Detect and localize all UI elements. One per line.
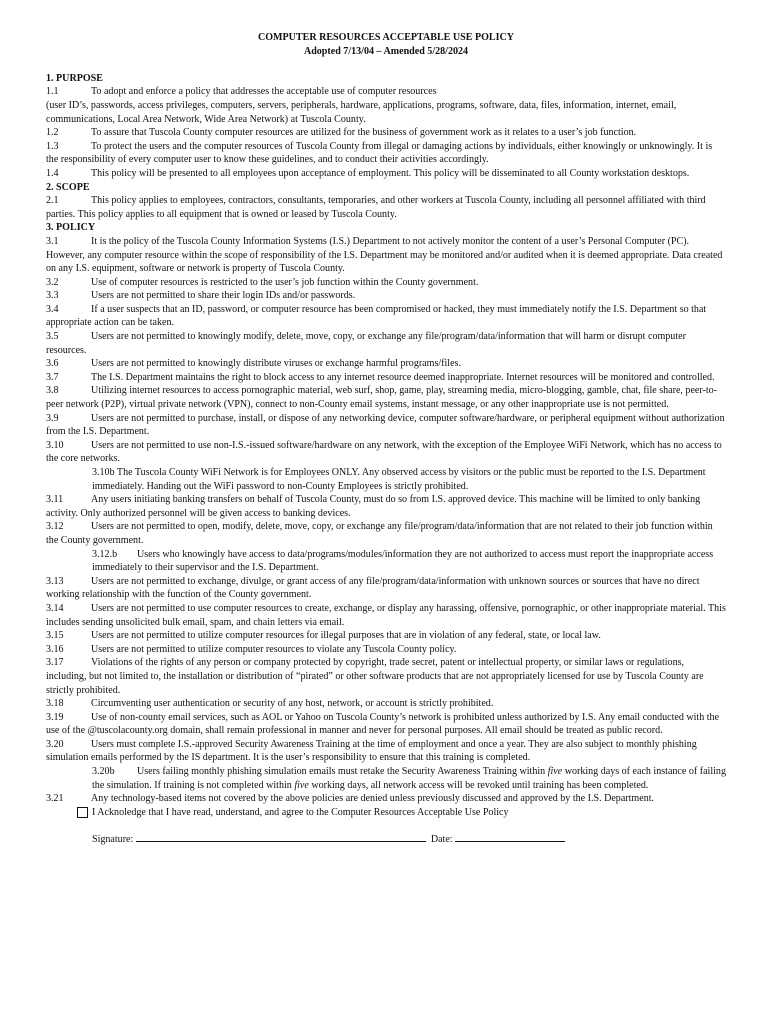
item-number: 3.13	[46, 575, 64, 587]
list-item	[46, 792, 726, 806]
list-item	[46, 140, 726, 167]
item-number: 1.3	[46, 140, 59, 152]
item-number: 1.2	[46, 127, 59, 139]
item-text: To assure that Tuscola County computer resources are utilized for the business of government work as it relates to a user’s job function.	[91, 127, 637, 139]
item-text: Users are not permitted to use computer resources to create, exchange, or display any harassing, offensive, pornographic, or other inappropriate material. This includes sending unsolicited bulk email, spam, and chain letters via email.	[46, 602, 726, 628]
list-item	[46, 85, 726, 99]
item-text-part: working days, all network access will be revoked until training has been completed.	[308, 779, 649, 791]
list-item	[46, 289, 726, 303]
item-number: 3.14	[46, 602, 64, 614]
section-heading-scope: 2. SCOPE	[46, 181, 90, 193]
item-number: 3.3	[46, 290, 59, 302]
list-item	[46, 643, 726, 657]
list-item	[46, 738, 726, 765]
list-item	[46, 330, 726, 357]
item-text: Users are not permitted to share their login IDs and/or passwords.	[91, 290, 356, 302]
item-text: Users are not permitted to utilize computer resources to violate any Tuscola County policy.	[91, 643, 457, 655]
policy-document	[46, 31, 726, 847]
item-number: 1.1	[46, 86, 59, 98]
item-number: 3.11	[46, 494, 64, 506]
document-subtitle: Adopted 7/13/04 – Amended 5/28/2024	[303, 45, 469, 57]
item-text-part: working days of each instance of failing the simulation. If training is not completed within	[92, 766, 726, 791]
item-number: 3.17	[46, 657, 64, 669]
list-item	[46, 575, 726, 602]
document-title: COMPUTER RESOURCES ACCEPTABLE USE POLICY	[257, 32, 515, 43]
item-text: The I.S. Department maintains the right to block access to any internet resource deemed inappropriate. Internet resources will be monitored and controlled.	[91, 371, 715, 383]
signature-label: Signature:	[92, 834, 134, 846]
sub-item-3-12b	[46, 548, 726, 575]
list-item	[46, 439, 726, 466]
list-item	[46, 276, 726, 290]
list-item	[46, 711, 726, 738]
item-text: Users who knowingly have access to data/programs/modules/information they are not authorized to access must report the inappropriate access immediately to their supervisor and the I.S. Department.	[92, 548, 714, 574]
item-text: This policy will be presented to all employees upon acceptance of employment. This policy will be disseminated to all County workstation desktops.	[91, 167, 690, 179]
item-text: Users are not permitted to purchase, install, or dispose of any networking device, computer software/hardware, or peripheral equipment without authorization from the I.S. Department.	[46, 412, 725, 438]
item-text: Users are not permitted to use non-I.S.-issued software/hardware on any network, with the exception of the Employee WiFi Network, which has no access to the core networks.	[46, 439, 722, 465]
signature-row	[46, 831, 726, 847]
item-number: 3.2	[46, 276, 59, 288]
item-text: Users are not permitted to knowingly modify, delete, move, copy, or exchange any file/program/data/information that will harm or disrupt computer resources.	[46, 331, 686, 356]
item-text-part: Users failing monthly phishing simulation emails must retake the Security Awareness Training within	[137, 766, 548, 778]
date-field[interactable]	[455, 831, 565, 842]
item-text: Users are not permitted to exchange, divulge, or grant access of any file/program/data/information with unknown sources or sources that have no direct working relationship with the function of the County government.	[46, 575, 700, 601]
item-number: 3.10	[46, 439, 64, 451]
list-item	[46, 412, 726, 439]
item-text: Users are not permitted to utilize computer resources for illegal purposes that are in violation of any federal, state, or local law.	[91, 630, 601, 642]
item-text: Circumventing user authentication or security of any host, network, or account is strictly prohibited.	[91, 698, 494, 710]
item-text: Users are not permitted to knowingly distribute viruses or exchange harmful programs/files.	[91, 358, 461, 370]
acknowledgement-row	[46, 806, 726, 820]
list-item	[46, 384, 726, 411]
item-number: 3.12.b	[92, 548, 118, 560]
list-item	[46, 99, 726, 126]
list-item	[46, 493, 726, 520]
list-item	[46, 371, 726, 385]
list-item	[46, 602, 726, 629]
acknowledge-checkbox[interactable]	[77, 807, 88, 818]
item-number: 3.19	[46, 711, 64, 723]
item-text: Any users initiating banking transfers on behalf of Tuscola County, must do so from I.S. approved device. This machine will be limited to only banking activity. Only authorized personnel will be given access to banking devices.	[46, 494, 701, 519]
item-number: 2.1	[46, 195, 59, 207]
list-item	[46, 167, 726, 181]
item-number: 1.4	[46, 167, 59, 179]
item-text: Users must complete I.S.-approved Security Awareness Training at the time of employment and once a year. They are also subject to monthly phishing simulation emails performed by the IS department. It is the user’s responsibility to ensure that this training is completed.	[46, 738, 697, 764]
item-text: To adopt and enforce a policy that addresses the acceptable use of computer resources	[91, 86, 437, 98]
list-item	[46, 126, 726, 140]
item-number: 3.5	[46, 331, 59, 343]
item-number: 3.1	[46, 235, 59, 247]
item-text: Violations of the rights of any person or company protected by copyright, trade secret, patent or intellectual property, or similar laws or regulations, including, but not limited to, the installation or distribution of “pirated” or other software products that are not appropriately licensed for use by Tuscola County are strictly prohibited.	[46, 657, 704, 696]
item-number: 3.18	[46, 698, 64, 710]
acknowledgement-label: I Acknoledge that I have read, understand, and agree to the Computer Resources Acceptable Use Policy	[92, 806, 509, 818]
list-item	[46, 194, 726, 221]
list-item	[46, 656, 726, 697]
item-text: It is the policy of the Tuscola County Information Systems (I.S.) Department to not actively monitor the content of a user’s Personal Computer (PC). However, any computer resource within the scope of responsibility of the I.S. Department may be monitored and/or audited when it is deemed appropriate. Data created on any I.S. equipment, software or network is property of Tuscola County.	[46, 235, 723, 275]
list-item	[46, 357, 726, 371]
item-number: 3.4	[46, 303, 59, 315]
item-text: Any technology-based items not covered by the above policies are denied unless previously discussed and approved by the I.S. Department.	[91, 793, 655, 805]
item-text: Use of non-county email services, such as AOL or Yahoo on Tuscola County’s network is prohibited unless authorized by I.S. Any email conducted with the use of the @tuscolacounty.org domain, shall remain professional in manner and never for personal purposes. All email should be treated as public record.	[46, 711, 720, 737]
item-text: Utilizing internet resources to access pornographic material, web surf, shop, game, play, streaming media, micro-blogging, gamble, chat, file share, peer-to-peer network (P2P), virtual private network (VPN), connect to non-County email systems, instant message, or any other inappropriate use is not permitted.	[46, 385, 718, 411]
item-number: 3.8	[46, 385, 59, 397]
date-label: Date:	[430, 834, 453, 846]
item-number: 3.6	[46, 358, 59, 370]
item-number: 3.16	[46, 643, 64, 655]
list-item	[46, 235, 726, 276]
item-text: This policy applies to employees, contractors, consultants, temporaries, and other workers at Tuscola County, including all personnel affiliated with third parties. This policy applies to all equipment that is owned or leased by Tuscola County.	[46, 195, 706, 220]
list-item	[46, 303, 726, 330]
item-text: Use of computer resources is restricted to the user’s job function within the County government.	[91, 276, 479, 288]
item-text-emphasis: five	[294, 779, 309, 791]
signature-field[interactable]	[136, 831, 426, 842]
item-number: 3.9	[46, 412, 59, 424]
item-text: To protect the users and the computer resources of Tuscola County from illegal or damaging actions by individuals, either knowingly or unknowingly. It is the responsibility of every computer user to know these guidelines, and to conduct their activities accordingly.	[46, 140, 713, 166]
list-item	[46, 697, 726, 711]
sub-item-3-20b	[46, 765, 726, 792]
list-item	[46, 629, 726, 643]
item-number: 3.15	[46, 630, 64, 642]
item-number: 3.20b	[92, 766, 115, 778]
item-text: (user ID’s, passwords, access privileges, computers, servers, peripherals, hardware, applications, programs, software, data, files, information, internet, email, communications, Local Area Network, Wide Area Network) at Tuscola County.	[46, 99, 677, 125]
item-number: 3.7	[46, 371, 59, 383]
item-number: 3.20	[46, 738, 64, 750]
item-text: If a user suspects that an ID, password, or computer resource has been compromised or hacked, they must immediately notify the I.S. Department so that appropriate action can be taken.	[46, 303, 707, 329]
sub-item-3-10b: 3.10b The Tuscola County WiFi Network is for Employees ONLY. Any observed access by visitors or the public must be reported to the I.S. Department immediately. Handing out the WiFi password to non-County Employees is strictly prohibited.	[92, 467, 706, 492]
item-number: 3.12	[46, 521, 64, 533]
item-number: 3.21	[46, 793, 64, 805]
section-heading-policy: 3. POLICY	[46, 222, 96, 234]
list-item	[46, 520, 726, 547]
item-text: Users are not permitted to open, modify, delete, move, copy, or exchange any file/program/data/information that are not related to their job function within the County government.	[46, 521, 713, 546]
item-text-emphasis: five	[547, 766, 563, 778]
section-heading-purpose: 1. PURPOSE	[46, 72, 103, 84]
